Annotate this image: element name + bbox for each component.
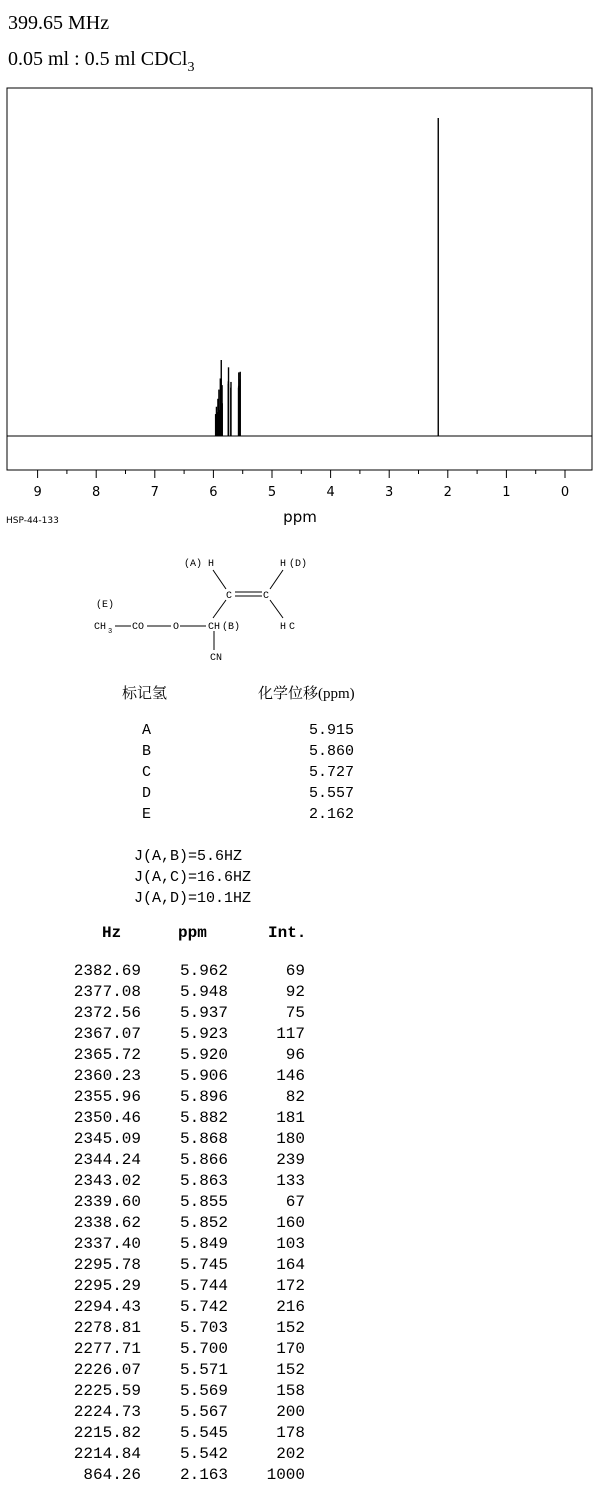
ch3-group: CH	[94, 622, 107, 633]
peak-ppm: 5.545	[179, 1424, 228, 1442]
peak-intensity: 180	[276, 1130, 305, 1148]
peak-intensity: 82	[285, 1088, 305, 1106]
x-tick-label: 7	[150, 485, 159, 500]
peak-hz: 2372.56	[73, 1004, 141, 1022]
x-tick-label: 1	[502, 485, 511, 500]
peak-hz: 2367.07	[73, 1025, 141, 1043]
peak-intensity: 178	[276, 1424, 305, 1442]
peak-intensity: 181	[276, 1109, 305, 1127]
peak-intensity: 216	[276, 1298, 305, 1316]
peak-hz: 2224.73	[73, 1403, 141, 1421]
peak-ppm: 5.868	[179, 1130, 228, 1148]
peak-hz: 2365.72	[73, 1046, 141, 1064]
peak-intensity: 239	[276, 1151, 305, 1169]
peak-intensity: 202	[276, 1445, 305, 1463]
assignment-label: A	[142, 722, 152, 739]
x-axis-ticks	[33, 470, 569, 500]
assignment-label: C	[142, 764, 152, 781]
peak-intensity: 164	[276, 1256, 305, 1274]
assignment-header-shift: 化学位移(ppm)	[258, 686, 355, 702]
peak-hz: 2339.60	[73, 1193, 141, 1211]
h-c: H	[280, 622, 287, 633]
carbon-1: C	[226, 591, 233, 602]
x-tick-label: 0	[560, 485, 570, 500]
solvent-subscript: 3	[187, 60, 195, 75]
peak-group	[216, 118, 439, 436]
peak-intensity: 172	[276, 1277, 305, 1295]
peak-intensity: 133	[276, 1172, 305, 1190]
peak-intensity: 92	[285, 983, 305, 1001]
molecular-structure	[80, 548, 340, 672]
peak-ppm: 5.744	[179, 1277, 228, 1295]
peak-intensity: 200	[276, 1403, 305, 1421]
peak-hz: 2355.96	[73, 1088, 141, 1106]
carbon-2: C	[263, 591, 270, 602]
assignment-shift: 5.860	[308, 743, 354, 760]
peak-intensity: 152	[276, 1319, 305, 1337]
sample-id: HSP-44-133	[6, 516, 59, 526]
peak-ppm: 5.882	[179, 1109, 228, 1127]
peak-ppm: 5.896	[179, 1088, 228, 1106]
peak-hz: 2377.08	[73, 983, 141, 1001]
assignment-header-label: 标记氢	[122, 686, 168, 702]
peak-hz: 2343.02	[73, 1172, 141, 1190]
h-d: H	[280, 559, 287, 570]
label-a: (A)	[184, 559, 203, 570]
assignment-label: E	[142, 806, 152, 823]
peak-hz: 2277.71	[73, 1340, 141, 1358]
h-a: H	[208, 559, 215, 570]
peak-hz: 2225.59	[73, 1382, 141, 1400]
peak-ppm: 5.962	[179, 962, 228, 980]
peak-intensity: 170	[276, 1340, 305, 1358]
plot-frame	[7, 88, 592, 470]
assignment-label: B	[142, 743, 152, 760]
coupling-constant: J(A,B)=5.6HZ	[134, 848, 243, 865]
ch-group: CH	[208, 622, 221, 633]
peak-hz: 2344.24	[73, 1151, 141, 1169]
peak-hz: 2345.09	[73, 1130, 141, 1148]
assignment-shift: 2.162	[308, 806, 354, 823]
peak-intensity: 117	[276, 1025, 305, 1043]
peak-hz: 2226.07	[73, 1361, 141, 1379]
nitrile: CN	[210, 653, 223, 664]
peak-hz: 2214.84	[73, 1445, 141, 1463]
peak-ppm: 5.920	[179, 1046, 228, 1064]
label-e: (E)	[96, 600, 115, 611]
solvent-info	[8, 48, 194, 76]
peak-hz: 2295.29	[73, 1277, 141, 1295]
peak-intensity: 146	[276, 1067, 305, 1085]
peak-hz: 2360.23	[73, 1067, 141, 1085]
peak-hz: 2337.40	[73, 1235, 141, 1253]
ester-oxygen: O	[173, 622, 180, 633]
label-b: (B)	[222, 622, 241, 633]
peak-header-ppm: ppm	[178, 924, 207, 942]
peak-ppm: 5.855	[179, 1193, 228, 1211]
peak-hz: 2338.62	[73, 1214, 141, 1232]
x-tick-label: 6	[209, 485, 218, 500]
peak-intensity: 67	[285, 1193, 305, 1211]
peak-hz: 2295.78	[73, 1256, 141, 1274]
label-d: (D)	[289, 559, 308, 570]
peak-intensity: 152	[276, 1361, 305, 1379]
peak-ppm: 5.863	[179, 1172, 228, 1190]
peak-ppm: 5.906	[179, 1067, 228, 1085]
peak-hz: 2278.81	[73, 1319, 141, 1337]
coupling-constant: J(A,C)=16.6HZ	[134, 869, 252, 886]
structure-bonds	[115, 570, 283, 650]
coupling-constant: J(A,D)=10.1HZ	[134, 890, 252, 907]
nmr-spectrum-chart	[0, 80, 595, 512]
peak-ppm: 5.700	[179, 1340, 228, 1358]
peak-intensity: 75	[285, 1004, 305, 1022]
peak-intensity: 1000	[266, 1466, 305, 1484]
assignment-shift: 5.727	[308, 764, 354, 781]
peak-intensity: 103	[276, 1235, 305, 1253]
peak-intensity: 160	[276, 1214, 305, 1232]
assignment-label: D	[142, 785, 152, 802]
peak-ppm: 5.569	[179, 1382, 228, 1400]
x-tick-label: 8	[92, 485, 101, 500]
x-tick-label: 4	[326, 485, 335, 500]
peak-ppm: 5.542	[179, 1445, 228, 1463]
peak-ppm: 5.948	[179, 983, 228, 1001]
label-c: C	[289, 622, 296, 633]
peak-hz: 2215.82	[73, 1424, 141, 1442]
solvent-text: 0.05 ml : 0.5 ml CDCl	[8, 48, 188, 70]
peak-hz: 864.26	[83, 1466, 141, 1484]
x-tick-label: 3	[385, 485, 394, 500]
peak-intensity: 96	[285, 1046, 305, 1064]
spectrometer-frequency: 399.65 MHz	[8, 12, 110, 34]
peak-hz: 2350.46	[73, 1109, 141, 1127]
assignment-shift: 5.915	[308, 722, 354, 739]
x-tick-label: 9	[33, 485, 42, 500]
peak-header-hz: Hz	[102, 924, 122, 942]
peak-ppm: 5.571	[179, 1361, 228, 1379]
x-tick-label: 2	[443, 485, 452, 500]
peak-ppm: 5.745	[179, 1256, 228, 1274]
peak-intensity: 158	[276, 1382, 305, 1400]
peak-ppm: 5.703	[179, 1319, 228, 1337]
assignment-shift: 5.557	[308, 785, 354, 802]
peak-ppm: 5.923	[179, 1025, 228, 1043]
peak-ppm: 2.163	[179, 1466, 228, 1484]
peak-ppm: 5.567	[179, 1403, 228, 1421]
peak-ppm: 5.849	[179, 1235, 228, 1253]
carbonyl: CO	[132, 622, 145, 633]
x-tick-label: 5	[267, 485, 277, 500]
x-axis-label: ppm	[283, 508, 317, 526]
ch3-subscript: 3	[108, 628, 113, 636]
peak-hz: 2294.43	[73, 1298, 141, 1316]
peak-header-int: Int.	[268, 924, 307, 942]
peak-ppm: 5.852	[179, 1214, 228, 1232]
peak-ppm: 5.937	[179, 1004, 228, 1022]
peak-ppm: 5.742	[179, 1298, 228, 1316]
peak-intensity: 69	[285, 962, 305, 980]
peak-ppm: 5.866	[179, 1151, 228, 1169]
peak-hz: 2382.69	[73, 962, 141, 980]
